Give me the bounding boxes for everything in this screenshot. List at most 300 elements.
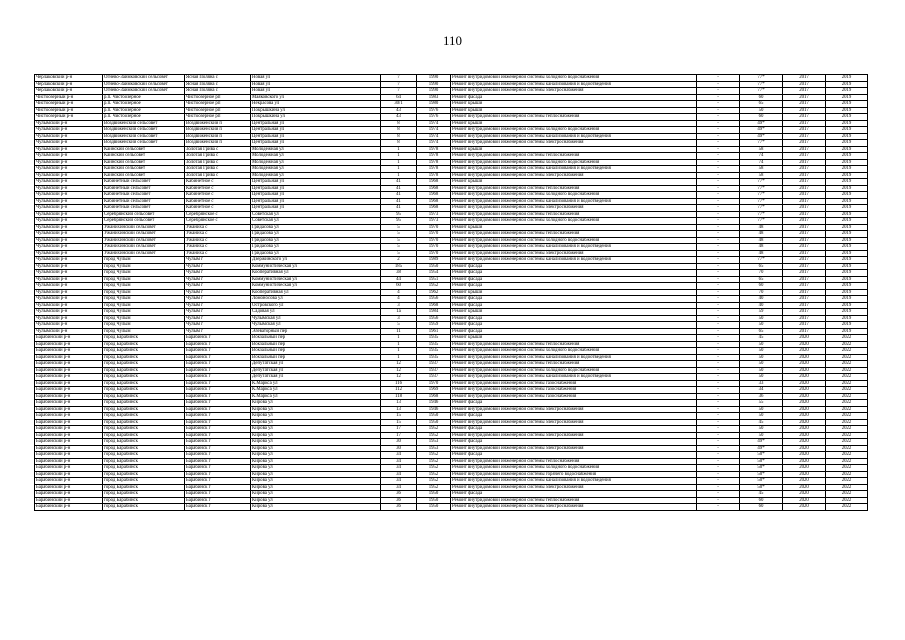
cell-work-type: Ремонт фасада bbox=[451, 439, 697, 446]
cell-year-start: 2020 bbox=[783, 439, 826, 446]
cell-house-number: 8 bbox=[381, 127, 417, 134]
cell-district: Барабинский р-н bbox=[35, 491, 103, 498]
cell-year-built: 1978 bbox=[417, 146, 451, 153]
cell-dash: - bbox=[697, 432, 740, 439]
cell-year-start: 2020 bbox=[783, 341, 826, 348]
cell-street: Кирова ул bbox=[251, 478, 381, 485]
cell-municipality: Огнево-Заимковский сельсовет bbox=[103, 75, 185, 82]
cell-value: 50* bbox=[740, 458, 783, 465]
cell-work-type: Ремонт фасада bbox=[451, 315, 697, 322]
cell-dash: - bbox=[697, 367, 740, 374]
cell-house-number: 8 bbox=[381, 120, 417, 127]
cell-dash: - bbox=[697, 361, 740, 368]
cell-district: Чулымский р-н bbox=[35, 296, 103, 303]
cell-house-number: 43 bbox=[381, 114, 417, 121]
cell-value: 49* bbox=[740, 120, 783, 127]
cell-house-number: 5 bbox=[381, 231, 417, 238]
cell-municipality: Кабинетный сельсовет bbox=[103, 205, 185, 212]
cell-dash: - bbox=[697, 458, 740, 465]
cell-year-end: 2022 bbox=[826, 432, 868, 439]
cell-value: 50 bbox=[740, 406, 783, 413]
cell-year-end: 2022 bbox=[826, 413, 868, 420]
cell-year-start: 2017 bbox=[783, 231, 826, 238]
cell-district: Барабинский р-н bbox=[35, 393, 103, 400]
cell-year-built: 1969 bbox=[417, 387, 451, 394]
cell-street: Дзержинского ул bbox=[251, 257, 381, 264]
cell-value: 77* bbox=[740, 81, 783, 88]
cell-work-type: Ремонт крыши bbox=[451, 289, 697, 296]
cell-settlement: Золотая Грива с bbox=[185, 153, 251, 160]
cell-work-type: Ремонт фасада bbox=[451, 491, 697, 498]
cell-year-built: 1973 bbox=[417, 218, 451, 225]
cell-year-built: 1954 bbox=[417, 270, 451, 277]
cell-district: Барабинский р-н bbox=[35, 374, 103, 381]
cell-house-number: 43 bbox=[381, 107, 417, 114]
cell-settlement: Серебрянское с bbox=[185, 218, 251, 225]
cell-house-number: 2 bbox=[381, 257, 417, 264]
cell-municipality: Ужанихинский сельсовет bbox=[103, 237, 185, 244]
cell-work-type: Ремонт внутридомовой инженерной системы канализования и водоотведения bbox=[451, 133, 697, 140]
cell-municipality: город Барабинск bbox=[103, 361, 185, 368]
cell-year-end: 2019 bbox=[826, 192, 868, 199]
cell-house-number: 1 bbox=[381, 172, 417, 179]
cell-year-built: 1962 bbox=[417, 289, 451, 296]
cell-municipality: р.п. Чистоозерное bbox=[103, 94, 185, 101]
cell-district: Барабинский р-н bbox=[35, 380, 103, 387]
cell-year-end: 2022 bbox=[826, 465, 868, 472]
cell-street: Коммунистическая ул bbox=[251, 263, 381, 270]
cell-dash: - bbox=[697, 335, 740, 342]
cell-house-number: 64 bbox=[381, 94, 417, 101]
cell-value: 55 bbox=[740, 400, 783, 407]
cell-year-end: 2019 bbox=[826, 159, 868, 166]
cell-year-end: 2019 bbox=[826, 81, 868, 88]
cell-district: Чулымский р-н bbox=[35, 120, 103, 127]
cell-year-end: 2019 bbox=[826, 101, 868, 108]
cell-municipality: город Барабинск bbox=[103, 445, 185, 452]
cell-work-type: Ремонт внутридомовой инженерной системы теплоснабжения bbox=[451, 497, 697, 504]
cell-settlement: Кабинетное с bbox=[185, 192, 251, 199]
cell-value: 60 bbox=[740, 283, 783, 290]
cell-year-start: 2020 bbox=[783, 335, 826, 342]
cell-street: К.Маркса ул bbox=[251, 387, 381, 394]
cell-district: Чистоозерный р-н bbox=[35, 114, 103, 121]
cell-year-built: 1950 bbox=[417, 419, 451, 426]
cell-settlement: Барабинск г bbox=[185, 465, 251, 472]
cell-dash: - bbox=[697, 439, 740, 446]
cell-house-number: 118 bbox=[381, 393, 417, 400]
cell-municipality: Кабинетный сельсовет bbox=[103, 198, 185, 205]
cell-district: Барабинский р-н bbox=[35, 413, 103, 420]
cell-house-number: 30 bbox=[381, 439, 417, 446]
cell-year-start: 2020 bbox=[783, 393, 826, 400]
cell-dash: - bbox=[697, 146, 740, 153]
cell-district: Чулымский р-н bbox=[35, 159, 103, 166]
cell-house-number: 34 bbox=[381, 471, 417, 478]
cell-year-end: 2022 bbox=[826, 458, 868, 465]
cell-value: 48 bbox=[740, 231, 783, 238]
cell-settlement: Барабинск г bbox=[185, 374, 251, 381]
cell-year-start: 2017 bbox=[783, 75, 826, 82]
cell-value: 50 bbox=[740, 107, 783, 114]
cell-district: Чулымский р-н bbox=[35, 250, 103, 257]
cell-street: Ломоносова ул bbox=[251, 296, 381, 303]
cell-street: Покрышкина ул bbox=[251, 114, 381, 121]
cell-work-type: Ремонт внутридомовой инженерной системы электроснабжения bbox=[451, 406, 697, 413]
cell-municipality: город Барабинск bbox=[103, 348, 185, 355]
cell-dash: - bbox=[697, 315, 740, 322]
cell-municipality: Огнево-Заимковский сельсовет bbox=[103, 81, 185, 88]
cell-municipality: город Барабинск bbox=[103, 504, 185, 511]
cell-street: Гридасова ул bbox=[251, 224, 381, 231]
cell-value: 77* bbox=[740, 198, 783, 205]
cell-dash: - bbox=[697, 224, 740, 231]
cell-municipality: город Чулым bbox=[103, 309, 185, 316]
cell-value: 50 bbox=[740, 315, 783, 322]
cell-year-end: 2019 bbox=[826, 166, 868, 173]
cell-work-type: Ремонт внутридомовой инженерной системы газоснабжения bbox=[451, 387, 697, 394]
cell-district: Барабинский р-н bbox=[35, 432, 103, 439]
cell-value: 77* bbox=[740, 211, 783, 218]
cell-year-start: 2017 bbox=[783, 94, 826, 101]
cell-street: Центральная ул bbox=[251, 133, 381, 140]
cell-settlement: Ясная Поляна с bbox=[185, 75, 251, 82]
cell-value: 77* bbox=[740, 185, 783, 192]
cell-year-end: 2019 bbox=[826, 302, 868, 309]
cell-district: Чулымский р-н bbox=[35, 244, 103, 251]
cell-dash: - bbox=[697, 504, 740, 511]
cell-year-start: 2017 bbox=[783, 185, 826, 192]
cell-year-end: 2019 bbox=[826, 270, 868, 277]
cell-year-built: 1968 bbox=[417, 192, 451, 199]
cell-year-end: 2019 bbox=[826, 198, 868, 205]
cell-work-type: Ремонт внутридомовой инженерной системы теплоснабжения bbox=[451, 153, 697, 160]
cell-dash: - bbox=[697, 328, 740, 335]
cell-year-end: 2022 bbox=[826, 348, 868, 355]
cell-dash: - bbox=[697, 198, 740, 205]
cell-municipality: Каинский сельсовет bbox=[103, 172, 185, 179]
cell-year-end: 2022 bbox=[826, 471, 868, 478]
cell-year-start: 2020 bbox=[783, 406, 826, 413]
cell-year-built: 1990 bbox=[417, 75, 451, 82]
cell-municipality: город Барабинск bbox=[103, 354, 185, 361]
cell-year-end: 2019 bbox=[826, 205, 868, 212]
cell-year-built: 1952 bbox=[417, 432, 451, 439]
cell-settlement: Барабинск г bbox=[185, 406, 251, 413]
cell-work-type: Ремонт внутридомовой инженерной системы теплоснабжения bbox=[451, 361, 697, 368]
cell-year-built: 1989 bbox=[417, 257, 451, 264]
cell-year-start: 2020 bbox=[783, 484, 826, 491]
cell-house-number: 34 bbox=[381, 452, 417, 459]
cell-value: 70 bbox=[740, 289, 783, 296]
cell-value: 50 bbox=[740, 354, 783, 361]
cell-year-end: 2022 bbox=[826, 445, 868, 452]
cell-year-built: 1974 bbox=[417, 120, 451, 127]
cell-work-type: Ремонт внутридомовой инженерной системы канализования и водоотведения bbox=[451, 244, 697, 251]
cell-work-type: Ремонт внутридомовой инженерной системы электроснабжения bbox=[451, 205, 697, 212]
cell-settlement: Кабинетное с bbox=[185, 179, 251, 186]
cell-street: Кирова ул bbox=[251, 419, 381, 426]
cell-work-type: Ремонт внутридомовой инженерной системы канализования и водоотведения bbox=[451, 198, 697, 205]
cell-year-end: 2022 bbox=[826, 400, 868, 407]
cell-street: Кирова ул bbox=[251, 452, 381, 459]
cell-year-built: 1984 bbox=[417, 309, 451, 316]
cell-work-type: Ремонт фасада bbox=[451, 276, 697, 283]
cell-dash: - bbox=[697, 406, 740, 413]
cell-year-built: 1953 bbox=[417, 445, 451, 452]
cell-settlement: Барабинск г bbox=[185, 445, 251, 452]
cell-work-type: Ремонт крыши bbox=[451, 335, 697, 342]
cell-street: Вокзальный пер bbox=[251, 335, 381, 342]
cell-dash: - bbox=[697, 400, 740, 407]
cell-year-end: 2019 bbox=[826, 133, 868, 140]
cell-district: Барабинский р-н bbox=[35, 419, 103, 426]
cell-year-built: 1959 bbox=[417, 322, 451, 329]
cell-district: Барабинский р-н bbox=[35, 341, 103, 348]
cell-value: 40 bbox=[740, 302, 783, 309]
cell-work-type: Ремонт внутридомовой инженерной системы канализования и водоотведения bbox=[451, 478, 697, 485]
cell-municipality: город Чулым bbox=[103, 263, 185, 270]
cell-year-start: 2017 bbox=[783, 309, 826, 316]
cell-street: Центральная ул bbox=[251, 192, 381, 199]
cell-work-type: Ремонт фасада bbox=[451, 322, 697, 329]
cell-street: Гридасова ул bbox=[251, 250, 381, 257]
cell-dash: - bbox=[697, 107, 740, 114]
cell-year-end: 2019 bbox=[826, 296, 868, 303]
cell-municipality: город Чулым bbox=[103, 296, 185, 303]
cell-year-start: 2020 bbox=[783, 413, 826, 420]
cell-district: Барабинский р-н bbox=[35, 335, 103, 342]
cell-value: 77* bbox=[740, 192, 783, 199]
cell-settlement: Барабинск г bbox=[185, 341, 251, 348]
cell-year-start: 2020 bbox=[783, 419, 826, 426]
cell-house-number: 13 bbox=[381, 400, 417, 407]
cell-street: Советская ул bbox=[251, 211, 381, 218]
cell-value: 48 bbox=[740, 244, 783, 251]
cell-dash: - bbox=[697, 237, 740, 244]
cell-settlement: Чулым г bbox=[185, 309, 251, 316]
cell-dash: - bbox=[697, 250, 740, 257]
cell-settlement: Барабинск г bbox=[185, 335, 251, 342]
cell-year-start: 2017 bbox=[783, 81, 826, 88]
cell-year-start: 2017 bbox=[783, 88, 826, 95]
cell-year-start: 2017 bbox=[783, 289, 826, 296]
cell-district: Барабинский р-н bbox=[35, 367, 103, 374]
cell-year-end: 2022 bbox=[826, 504, 868, 511]
cell-district: Чулымский р-н bbox=[35, 218, 103, 225]
cell-house-number: 112 bbox=[381, 387, 417, 394]
cell-municipality: Серебрянский сельсовет bbox=[103, 218, 185, 225]
cell-dash: - bbox=[697, 231, 740, 238]
cell-dash: - bbox=[697, 244, 740, 251]
cell-work-type: Ремонт фасада bbox=[451, 328, 697, 335]
cell-street: Кирова ул bbox=[251, 426, 381, 433]
cell-year-start: 2020 bbox=[783, 452, 826, 459]
cell-district: Чулымский р-н bbox=[35, 289, 103, 296]
cell-street: Советская ул bbox=[251, 218, 381, 225]
cell-year-built: 1961 bbox=[417, 328, 451, 335]
cell-year-start: 2017 bbox=[783, 198, 826, 205]
cell-year-end: 2022 bbox=[826, 335, 868, 342]
cell-year-start: 2020 bbox=[783, 497, 826, 504]
cell-year-built: 1978 bbox=[417, 166, 451, 173]
cell-year-start: 2017 bbox=[783, 146, 826, 153]
cell-municipality: Каинский сельсовет bbox=[103, 166, 185, 173]
cell-year-built: 1953 bbox=[417, 439, 451, 446]
cell-street: Покрышкина ул bbox=[251, 107, 381, 114]
cell-year-start: 2017 bbox=[783, 179, 826, 186]
cell-year-start: 2020 bbox=[783, 354, 826, 361]
cell-year-built: 1935 bbox=[417, 354, 451, 361]
cell-year-end: 2019 bbox=[826, 263, 868, 270]
cell-year-end: 2022 bbox=[826, 478, 868, 485]
cell-dash: - bbox=[697, 289, 740, 296]
cell-year-start: 2017 bbox=[783, 302, 826, 309]
cell-street: Вокзальный пер bbox=[251, 354, 381, 361]
cell-value: 50* bbox=[740, 452, 783, 459]
cell-settlement: Барабинск г bbox=[185, 400, 251, 407]
cell-year-start: 2020 bbox=[783, 465, 826, 472]
cell-settlement: Барабинск г bbox=[185, 426, 251, 433]
cell-dash: - bbox=[697, 322, 740, 329]
cell-municipality: Каинский сельсовет bbox=[103, 146, 185, 153]
cell-value: 49* bbox=[740, 445, 783, 452]
cell-year-built: 1968 bbox=[417, 393, 451, 400]
cell-year-built: 1980 bbox=[417, 101, 451, 108]
cell-district: Барабинский р-н bbox=[35, 465, 103, 472]
cell-municipality: Воздвиженский сельсовет bbox=[103, 133, 185, 140]
cell-year-start: 2017 bbox=[783, 114, 826, 121]
cell-year-end: 2022 bbox=[826, 354, 868, 361]
cell-street: Кирова ул bbox=[251, 458, 381, 465]
cell-year-end: 2022 bbox=[826, 341, 868, 348]
cell-house-number: 5 bbox=[381, 237, 417, 244]
cell-year-end: 2019 bbox=[826, 237, 868, 244]
cell-district: Чулымский р-н bbox=[35, 179, 103, 186]
cell-dash: - bbox=[697, 133, 740, 140]
cell-year-end: 2022 bbox=[826, 439, 868, 446]
cell-municipality: Ужанихинский сельсовет bbox=[103, 244, 185, 251]
cell-municipality: город Барабинск bbox=[103, 484, 185, 491]
cell-value: 58 bbox=[740, 166, 783, 173]
cell-district: Барабинский р-н bbox=[35, 348, 103, 355]
cell-dash: - bbox=[697, 393, 740, 400]
cell-dash: - bbox=[697, 445, 740, 452]
cell-street: Центральная ул bbox=[251, 198, 381, 205]
cell-street: Депутатская ул bbox=[251, 367, 381, 374]
cell-municipality: город Чулым bbox=[103, 283, 185, 290]
cell-district: Барабинский р-н bbox=[35, 400, 103, 407]
cell-year-start: 2017 bbox=[783, 328, 826, 335]
cell-district: Чулымский р-н bbox=[35, 322, 103, 329]
cell-district: Чулымский р-н bbox=[35, 237, 103, 244]
cell-municipality: Ужанихинский сельсовет bbox=[103, 250, 185, 257]
cell-house-number: 41 bbox=[381, 198, 417, 205]
cell-settlement: Барабинск г bbox=[185, 387, 251, 394]
table-row bbox=[35, 504, 868, 511]
cell-dash: - bbox=[697, 419, 740, 426]
cell-year-end: 2019 bbox=[826, 276, 868, 283]
cell-dash: - bbox=[697, 354, 740, 361]
cell-dash: - bbox=[697, 296, 740, 303]
cell-municipality: Воздвиженский сельсовет bbox=[103, 120, 185, 127]
cell-settlement: Барабинск г bbox=[185, 380, 251, 387]
cell-year-start: 2017 bbox=[783, 153, 826, 160]
cell-municipality: Серебрянский сельсовет bbox=[103, 211, 185, 218]
cell-district: Барабинский р-н bbox=[35, 426, 103, 433]
cell-street: Маяковского ул bbox=[251, 94, 381, 101]
cell-year-built: 1951 bbox=[417, 276, 451, 283]
cell-settlement: Чулым г bbox=[185, 328, 251, 335]
cell-municipality: город Барабинск bbox=[103, 419, 185, 426]
cell-dash: - bbox=[697, 140, 740, 147]
cell-house-number: 185 bbox=[381, 263, 417, 270]
cell-work-type: Ремонт внутридомовой инженерной системы канализования и водоотведения bbox=[451, 374, 697, 381]
cell-year-end: 2022 bbox=[826, 419, 868, 426]
cell-district: Барабинский р-н bbox=[35, 471, 103, 478]
cell-municipality: город Чулым bbox=[103, 322, 185, 329]
cell-work-type: Ремонт внутридомовой инженерной системы электроснабжения bbox=[451, 432, 697, 439]
cell-year-built: 1970 bbox=[417, 250, 451, 257]
cell-settlement: Барабинск г bbox=[185, 348, 251, 355]
cell-settlement: Барабинск г bbox=[185, 497, 251, 504]
cell-value: 34 bbox=[740, 387, 783, 394]
cell-street: Кирова ул bbox=[251, 406, 381, 413]
cell-year-built: 1950 bbox=[417, 263, 451, 270]
cell-settlement: Чистоозерное рп bbox=[185, 107, 251, 114]
cell-work-type: Ремонт фасада bbox=[451, 263, 697, 270]
cell-year-end: 2019 bbox=[826, 309, 868, 316]
cell-work-type: Ремонт крыши bbox=[451, 107, 697, 114]
cell-work-type: Ремонт крыши bbox=[451, 179, 697, 186]
cell-street: Кирова ул bbox=[251, 445, 381, 452]
cell-district: Барабинский р-н bbox=[35, 354, 103, 361]
cell-value: 50* bbox=[740, 465, 783, 472]
cell-dash: - bbox=[697, 302, 740, 309]
cell-municipality: Огнево-Заимковский сельсовет bbox=[103, 88, 185, 95]
cell-municipality: город Барабинск bbox=[103, 406, 185, 413]
cell-house-number: 44 bbox=[381, 276, 417, 283]
cell-value: 50 bbox=[740, 361, 783, 368]
cell-dash: - bbox=[697, 491, 740, 498]
cell-street: Центральная ул bbox=[251, 185, 381, 192]
cell-street: Чулымская ул bbox=[251, 322, 381, 329]
cell-settlement: Барабинск г bbox=[185, 452, 251, 459]
cell-street: Некрасова ул bbox=[251, 101, 381, 108]
cell-year-built: 1950 bbox=[417, 497, 451, 504]
cell-year-start: 2020 bbox=[783, 400, 826, 407]
cell-year-end: 2019 bbox=[826, 218, 868, 225]
cell-municipality: город Чулым bbox=[103, 328, 185, 335]
cell-work-type: Ремонт крыши bbox=[451, 101, 697, 108]
cell-district: Барабинский р-н bbox=[35, 478, 103, 485]
cell-year-start: 2017 bbox=[783, 237, 826, 244]
cell-work-type: Ремонт внутридомовой инженерной системы теплоснабжения bbox=[451, 341, 697, 348]
cell-street: Кирова ул bbox=[251, 465, 381, 472]
cell-house-number: 1 bbox=[381, 146, 417, 153]
cell-year-start: 2020 bbox=[783, 491, 826, 498]
cell-municipality: Кабинетный сельсовет bbox=[103, 192, 185, 199]
table-body bbox=[35, 75, 868, 511]
cell-district: Чулымский р-н bbox=[35, 257, 103, 264]
cell-house-number: 13 bbox=[381, 406, 417, 413]
cell-year-start: 2020 bbox=[783, 380, 826, 387]
cell-house-number: 60 bbox=[381, 283, 417, 290]
cell-work-type: Ремонт внутридомовой инженерной системы горячего водоснабжения bbox=[451, 471, 697, 478]
cell-year-start: 2017 bbox=[783, 218, 826, 225]
cell-value: 59 bbox=[740, 309, 783, 316]
cell-municipality: город Барабинск bbox=[103, 387, 185, 394]
